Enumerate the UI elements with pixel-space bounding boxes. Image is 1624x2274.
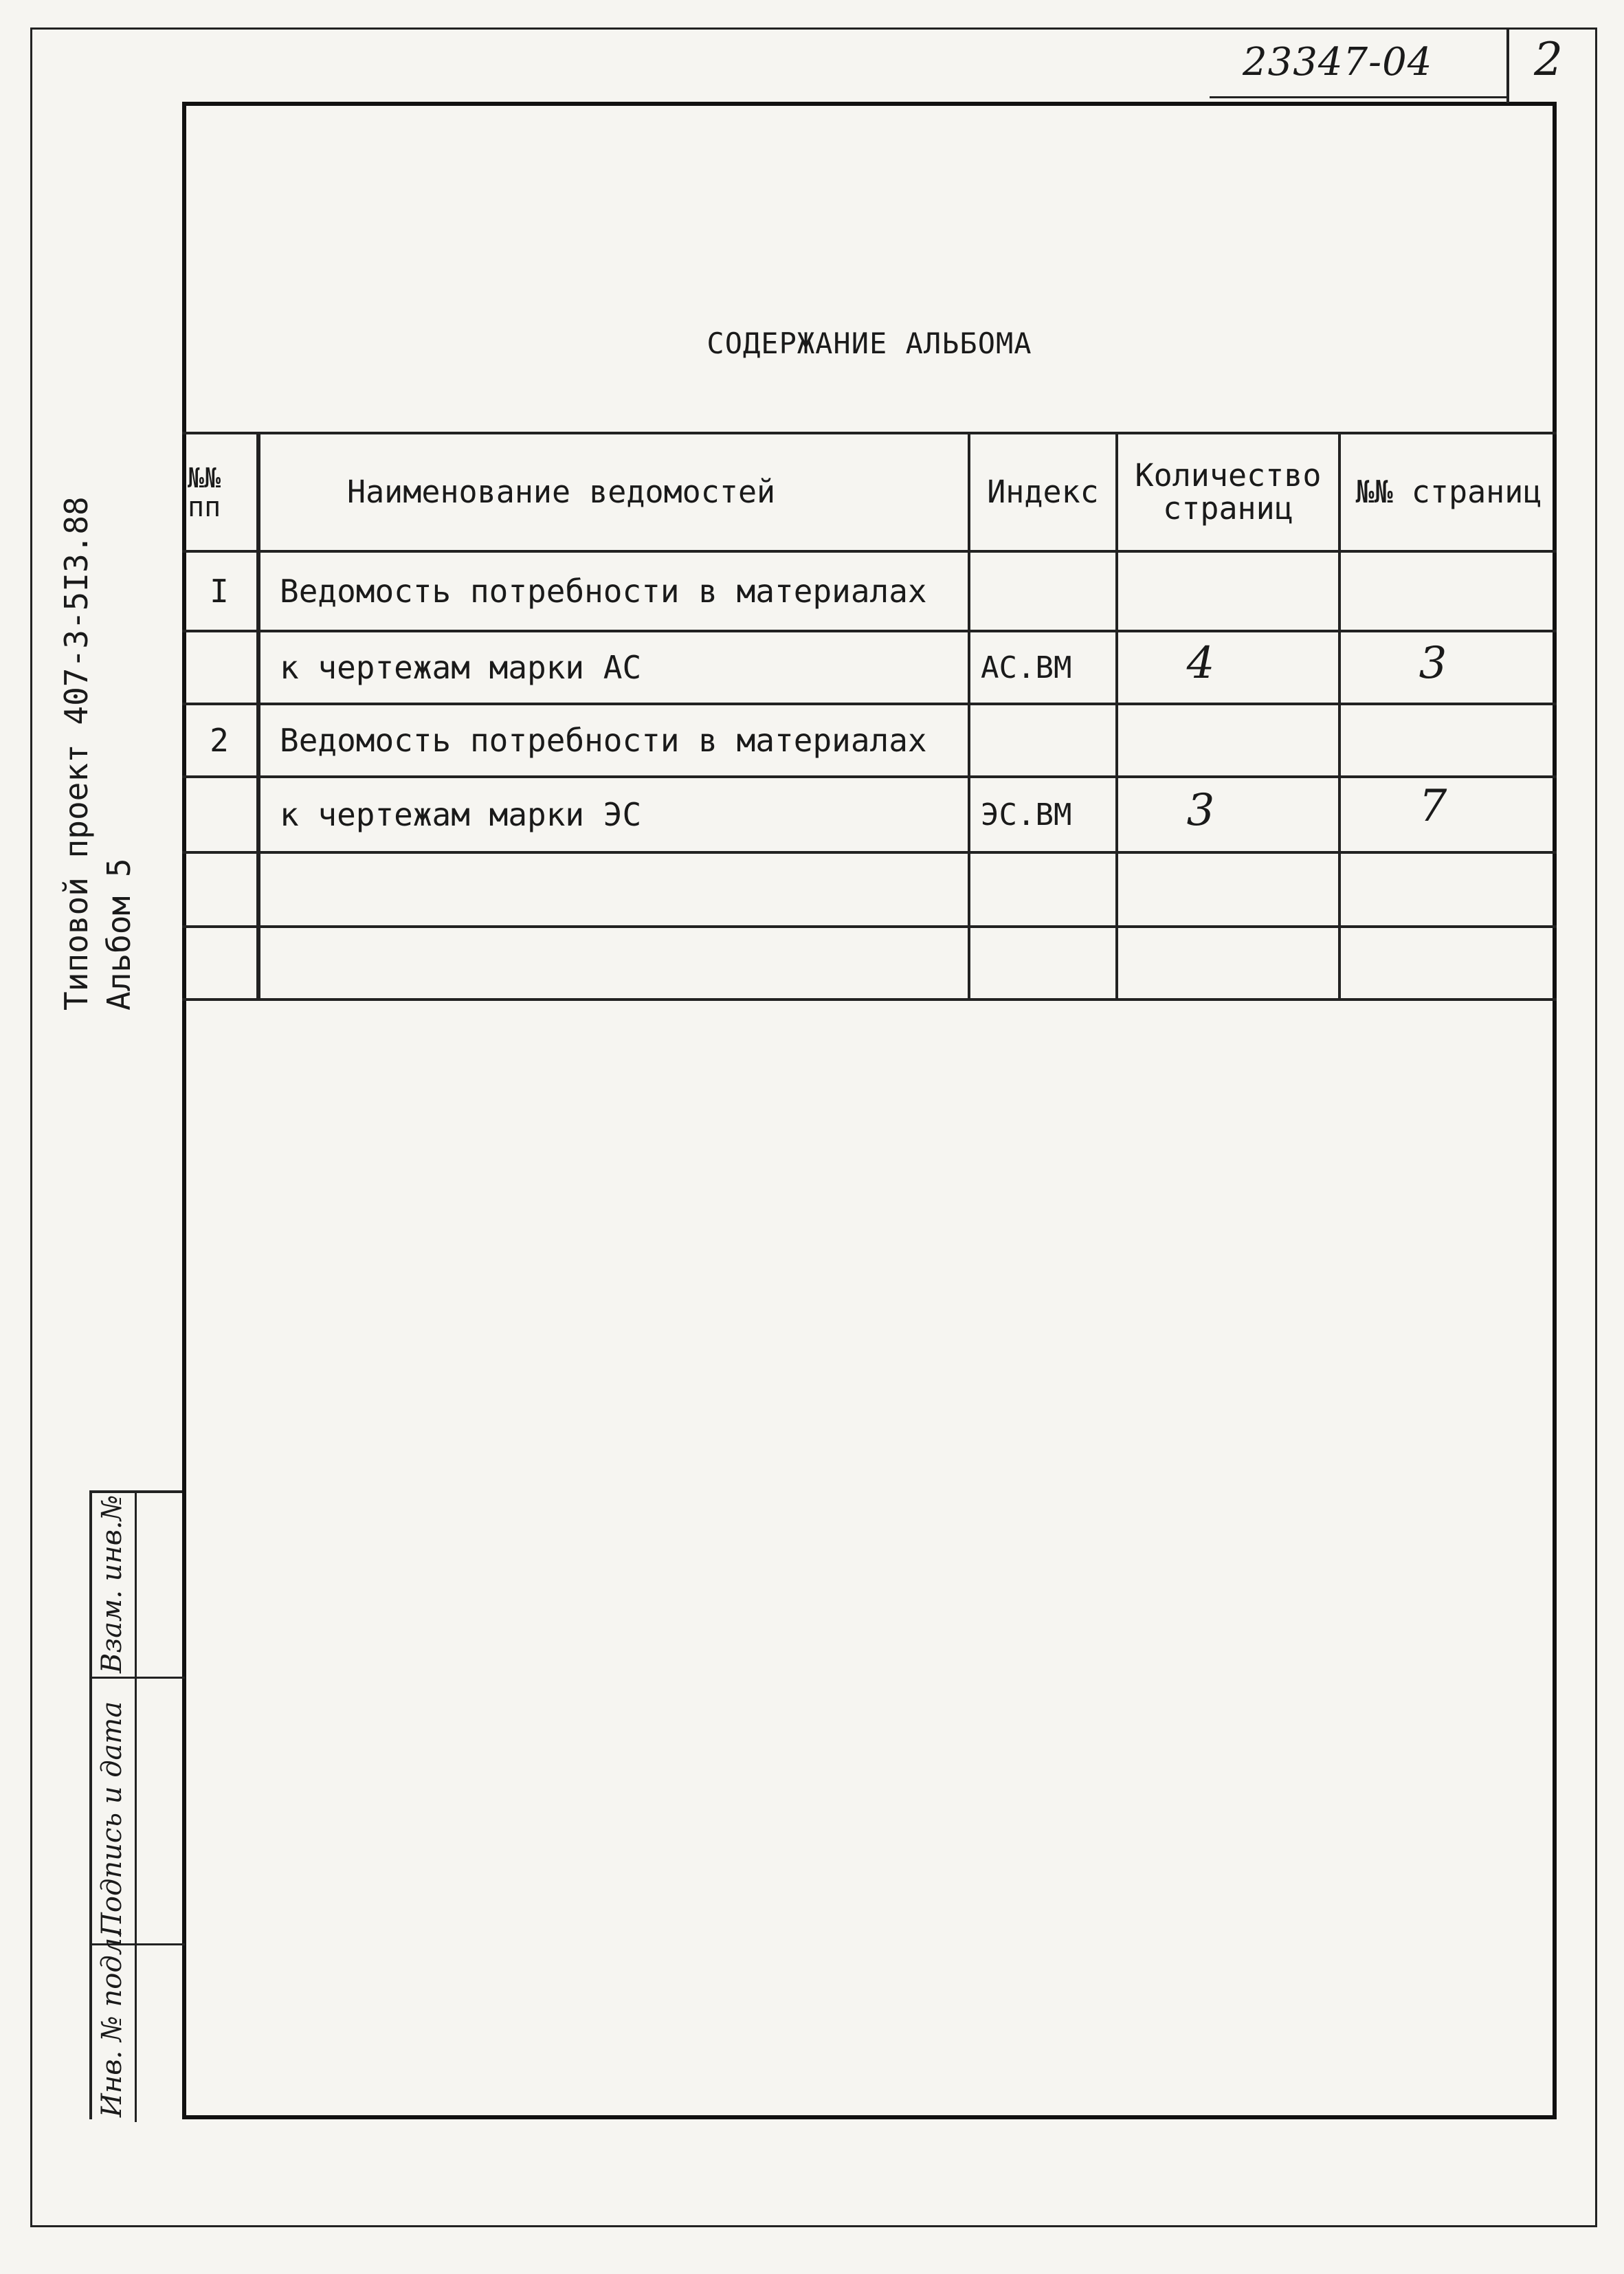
row-name: Ведомость потребности в материалах — [280, 722, 927, 759]
drawing-frame — [182, 102, 1557, 2119]
row-num: I — [210, 573, 229, 610]
album-title: СОДЕРЖАНИЕ АЛЬБОМА — [707, 327, 1032, 360]
table-rule — [182, 925, 1557, 928]
contents-table — [182, 432, 1557, 1001]
row-name: к чертежам марки АС — [280, 649, 642, 686]
project-title-line2: Альбом 5 — [100, 858, 137, 1011]
project-title-line1: Типовой проект 407-3-5I3.88 — [58, 496, 95, 1011]
header-page-count: Количество страниц — [1135, 457, 1322, 527]
row-page-numbers: 3 — [1419, 638, 1447, 689]
document-code: 23347-04 — [1243, 40, 1433, 85]
row-name: Ведомость потребности в материалах — [280, 573, 927, 610]
strip-label-signature: Подпись и дата — [96, 1701, 128, 1936]
header-name: Наименование ведомостей — [347, 474, 776, 510]
project-title — [55, 481, 151, 1011]
row-page-count: 4 — [1186, 638, 1215, 689]
row-name: к чертежам марки ЭС — [280, 796, 642, 833]
header-page-numbers: №№ страниц — [1355, 474, 1542, 510]
sheet-number: 2 — [1534, 33, 1563, 86]
stamp-divider — [1506, 27, 1509, 103]
header-index: Индекс — [987, 474, 1099, 510]
strip-divider — [135, 1493, 137, 2122]
row-num: 2 — [210, 722, 229, 759]
strip-label-replacement: Взам. инв.№ — [96, 1494, 128, 1673]
table-rule — [182, 851, 1557, 854]
header-num: №№ пп — [188, 463, 221, 523]
row-page-count: 3 — [1186, 785, 1215, 836]
table-column-rule — [256, 432, 260, 1001]
row-index: АС.ВМ — [981, 650, 1072, 685]
approval-strip — [89, 1490, 182, 2119]
table-rule — [182, 998, 1557, 1001]
stamp-rule — [1210, 96, 1506, 98]
strip-label-inventory: Инв. № подл. — [96, 1929, 128, 2117]
row-index: ЭС.ВМ — [981, 797, 1072, 832]
row-page-numbers: 7 — [1419, 781, 1447, 832]
